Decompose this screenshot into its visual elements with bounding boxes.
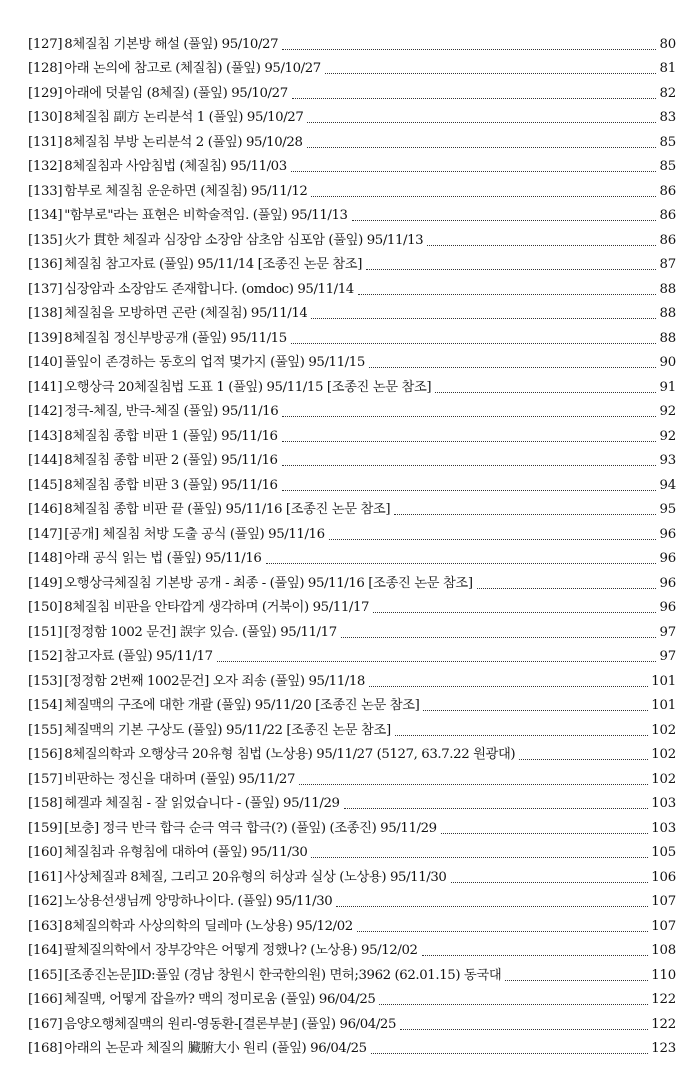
toc-entry <box>28 764 676 789</box>
dot-leader <box>477 587 657 589</box>
dot-leader <box>435 391 656 393</box>
entry-title: 火가 貫한 체질과 심장암 소장암 삼초암 심포암 (풀잎) 95/11/13 <box>64 232 424 248</box>
entry-title: 심장암과 소장암도 존재합니다. (omdoc) 95/11/14 <box>64 281 354 297</box>
entry-title: 오행상극 20체질침법 도표 1 (풀잎) 95/11/15 [조종진 논문 참조] <box>64 379 432 395</box>
entry-page-number: 94 <box>659 477 676 493</box>
entry-page-number: 96 <box>659 600 676 615</box>
entry-page-number: 110 <box>651 967 676 983</box>
entry-number: [144] <box>28 453 63 468</box>
entry-title: 음양오행체질맥의 원리-영동환-[결론부분] (풀잎) 96/04/25 <box>64 1016 397 1032</box>
entry-title: "함부로"라는 표현은 비학술적임. (풀잎) 95/11/13 <box>64 208 348 223</box>
entry-title: 8체질의학과 오행상극 20유형 침법 (노상용) 95/11/27 (5127, 63.7.22 원광대) <box>64 747 516 762</box>
entry-title: [공개] 체질침 처방 도출 공식 (풀잎) 95/11/16 <box>64 526 325 542</box>
entry-number: [161] <box>28 869 63 885</box>
entry-number: [133] <box>28 183 63 199</box>
dot-leader <box>394 513 656 515</box>
entry-page-number: 80 <box>659 36 676 52</box>
entry-page-number: 102 <box>651 747 676 762</box>
entry-page-number: 101 <box>651 698 676 713</box>
entry-title: 8체질의학과 사상의학의 딜레마 (노상용) 95/12/02 <box>64 918 353 934</box>
entry-number: [153] <box>28 673 63 689</box>
entry-page-number: 92 <box>659 404 676 419</box>
dot-leader <box>311 195 656 197</box>
entry-page-number: 107 <box>651 894 676 909</box>
entry-number: [130] <box>28 110 63 125</box>
dot-leader <box>505 979 648 981</box>
entry-title: [보충] 정극 반극 합극 순극 역극 합극(?) (풀잎) (조종진) 95/11/29 <box>64 820 437 836</box>
toc-entry <box>28 470 676 495</box>
dot-leader <box>395 734 648 736</box>
entry-page-number: 81 <box>659 61 676 76</box>
toc-entry <box>28 911 676 936</box>
entry-title: 체질맥의 기본 구상도 (풀잎) 95/11/22 [조종진 논문 참조] <box>64 722 391 738</box>
toc-entry <box>28 103 676 128</box>
toc-entry <box>28 29 676 54</box>
entry-title: 참고자료 (풀잎) 95/11/17 <box>64 649 213 664</box>
dot-leader <box>358 293 657 295</box>
entry-number: [164] <box>28 943 63 958</box>
entry-number: [156] <box>28 747 63 762</box>
entry-title: [정정함 1002 문건] 誤字 있슴. (풀잎) 95/11/17 <box>64 624 337 640</box>
entry-number: [146] <box>28 502 63 517</box>
entry-page-number: 88 <box>659 306 676 321</box>
entry-number: [155] <box>28 722 63 738</box>
entry-title: 아래에 덧붙임 (8체질) (풀잎) 95/10/27 <box>64 85 288 101</box>
entry-number: [159] <box>28 820 63 836</box>
dot-leader <box>299 783 648 785</box>
dot-leader <box>422 954 649 956</box>
toc-entry <box>28 960 676 985</box>
dot-leader <box>217 660 657 662</box>
entry-title: 8체질침과 사암침법 (체질침) 95/11/03 <box>64 159 287 174</box>
dot-leader <box>282 440 657 442</box>
dot-leader <box>451 881 649 883</box>
entry-title: 오행상극체질침 기본방 공개 - 최종 - (풀잎) 95/11/16 [조종진 논문 참조] <box>64 575 473 591</box>
dot-leader <box>427 244 656 246</box>
toc-entry <box>28 715 676 740</box>
entry-page-number: 107 <box>651 918 676 934</box>
dot-leader <box>325 72 657 74</box>
toc-entry <box>28 348 676 373</box>
entry-number: [152] <box>28 649 63 664</box>
dot-leader <box>282 48 656 50</box>
entry-number: [134] <box>28 208 63 223</box>
toc-entry <box>28 985 676 1010</box>
entry-page-number: 96 <box>659 526 676 542</box>
entry-page-number: 105 <box>651 845 676 860</box>
entry-title: 8체질침 副方 논리분석 1 (풀잎) 95/10/27 <box>64 110 304 125</box>
entry-title: 팔체질의학에서 장부강약은 어떻게 정했나? (노상용) 95/12/02 <box>64 943 418 958</box>
toc-entry <box>28 397 676 422</box>
entry-number: [129] <box>28 85 63 101</box>
entry-title: 풀잎이 존경하는 동호의 업적 몇가지 (풀잎) 95/11/15 <box>64 355 365 370</box>
toc-entry <box>28 887 676 912</box>
toc-entry <box>28 372 676 397</box>
entry-page-number: 82 <box>659 85 676 101</box>
entry-title: 체질맥, 어떻게 잡을까? 맥의 정미로움 (풀잎) 96/04/25 <box>64 992 376 1007</box>
table-of-contents <box>28 29 676 1058</box>
dot-leader <box>352 219 657 221</box>
toc-entry <box>28 691 676 716</box>
dot-leader <box>371 1052 649 1054</box>
dot-leader <box>329 538 657 540</box>
dot-leader <box>282 415 656 417</box>
entry-number: [136] <box>28 257 63 272</box>
toc-entry <box>28 813 676 838</box>
entry-page-number: 122 <box>651 1016 676 1032</box>
toc-entry <box>28 495 676 520</box>
entry-number: [168] <box>28 1041 63 1056</box>
dot-leader <box>400 1028 648 1030</box>
entry-page-number: 123 <box>651 1041 676 1056</box>
toc-entry <box>28 740 676 765</box>
dot-leader <box>291 342 657 344</box>
entry-number: [143] <box>28 428 63 444</box>
toc-entry <box>28 54 676 79</box>
entry-page-number: 95 <box>659 502 676 517</box>
entry-title: 8체질침 기본방 해설 (풀잎) 95/10/27 <box>64 36 279 52</box>
toc-entry <box>28 789 676 814</box>
entry-number: [160] <box>28 845 63 860</box>
entry-title: 헤겔과 체질침 - 잘 읽었습니다 - (풀잎) 95/11/29 <box>64 796 340 811</box>
toc-entry <box>28 936 676 961</box>
dot-leader <box>291 170 657 172</box>
toc-entry <box>28 78 676 103</box>
entry-page-number: 86 <box>659 232 676 248</box>
entry-number: [131] <box>28 134 63 150</box>
entry-page-number: 106 <box>651 869 676 885</box>
entry-page-number: 86 <box>659 183 676 199</box>
entry-number: [162] <box>28 894 63 909</box>
dot-leader <box>336 905 648 907</box>
dot-leader <box>379 1003 648 1005</box>
entry-page-number: 97 <box>659 624 676 640</box>
entry-title: 체질침과 유형침에 대하여 (풀잎) 95/11/30 <box>64 845 308 860</box>
entry-number: [151] <box>28 624 63 640</box>
entry-number: [166] <box>28 992 63 1007</box>
entry-page-number: 122 <box>651 992 676 1007</box>
entry-number: [145] <box>28 477 63 493</box>
dot-leader <box>369 366 657 368</box>
toc-entry <box>28 274 676 299</box>
dot-leader <box>307 121 656 123</box>
entry-title: 아래 논의에 참고로 (체질침) (풀잎) 95/10/27 <box>64 61 321 76</box>
entry-number: [138] <box>28 306 63 321</box>
toc-entry <box>28 544 676 569</box>
entry-page-number: 103 <box>651 820 676 836</box>
dot-leader <box>307 146 657 148</box>
entry-title: 8체질침 종합 비판 끝 (풀잎) 95/11/16 [조종진 논문 참조] <box>64 502 391 517</box>
toc-entry <box>28 201 676 226</box>
entry-title: 체질침을 모방하면 곤란 (체질침) 95/11/14 <box>64 306 308 321</box>
entry-page-number: 85 <box>659 134 676 150</box>
dot-leader <box>519 758 648 760</box>
entry-page-number: 86 <box>659 208 676 223</box>
entry-title: 체질맥의 구조에 대한 개괄 (풀잎) 95/11/20 [조종진 논문 참조] <box>64 698 420 713</box>
entry-title: 8체질침 종합 비판 1 (풀잎) 95/11/16 <box>64 428 278 444</box>
entry-number: [147] <box>28 526 63 542</box>
entry-title: 사상체질과 8체질, 그리고 20유형의 허상과 실상 (노상용) 95/11/30 <box>64 869 447 885</box>
entry-title: 8체질침 부방 논리분석 2 (풀잎) 95/10/28 <box>64 134 303 150</box>
entry-page-number: 91 <box>659 379 676 395</box>
toc-entry <box>28 176 676 201</box>
dot-leader <box>441 832 649 834</box>
entry-number: [158] <box>28 796 63 811</box>
entry-number: [135] <box>28 232 63 248</box>
dot-leader <box>373 611 656 613</box>
entry-page-number: 87 <box>659 257 676 272</box>
entry-page-number: 102 <box>651 722 676 738</box>
toc-entry <box>28 323 676 348</box>
toc-entry <box>28 568 676 593</box>
dot-leader <box>344 807 649 809</box>
entry-page-number: 83 <box>659 110 676 125</box>
dot-leader <box>341 636 657 638</box>
toc-entry <box>28 666 676 691</box>
dot-leader <box>311 856 648 858</box>
entry-number: [148] <box>28 551 63 566</box>
entry-title: [정정함 2번째 1002문건] 오자 죄송 (풀잎) 95/11/18 <box>64 673 365 689</box>
toc-entry <box>28 421 676 446</box>
entry-page-number: 103 <box>651 796 676 811</box>
entry-page-number: 85 <box>659 159 676 174</box>
entry-page-number: 92 <box>659 428 676 444</box>
entry-number: [137] <box>28 281 63 297</box>
entry-number: [167] <box>28 1016 63 1032</box>
entry-number: [149] <box>28 575 63 591</box>
entry-number: [154] <box>28 698 63 713</box>
toc-entry <box>28 862 676 887</box>
dot-leader <box>423 709 648 711</box>
toc-entry <box>28 250 676 275</box>
entry-title: 함부로 체질침 운운하면 (체질침) 95/11/12 <box>64 183 308 199</box>
entry-page-number: 90 <box>659 355 676 370</box>
entry-title: 8체질침 종합 비판 2 (풀잎) 95/11/16 <box>64 453 278 468</box>
toc-entry <box>28 617 676 642</box>
entry-page-number: 88 <box>659 281 676 297</box>
entry-title: 8체질침 정신부방공개 (풀잎) 95/11/15 <box>64 330 287 346</box>
entry-number: [163] <box>28 918 63 934</box>
entry-number: [157] <box>28 771 63 787</box>
dot-leader <box>311 317 656 319</box>
dot-leader <box>282 464 657 466</box>
toc-entry <box>28 299 676 324</box>
entry-title: 8체질침 비판을 안타깝게 생각하며 (거북이) 95/11/17 <box>64 600 370 615</box>
dot-leader <box>357 930 648 932</box>
entry-number: [127] <box>28 36 63 52</box>
entry-page-number: 93 <box>659 453 676 468</box>
toc-entry <box>28 642 676 667</box>
entry-page-number: 88 <box>659 330 676 346</box>
dot-leader <box>369 685 648 687</box>
dot-leader <box>282 489 657 491</box>
entry-page-number: 102 <box>651 771 676 787</box>
entry-title: 체질침 참고자료 (풀잎) 95/11/14 [조종진 논문 참조] <box>64 257 363 272</box>
toc-entry <box>28 152 676 177</box>
entry-title: 아래의 논문과 체질의 臟腑大小 원리 (풀잎) 96/04/25 <box>64 1041 367 1056</box>
toc-entry <box>28 519 676 544</box>
entry-number: [140] <box>28 355 63 370</box>
entry-page-number: 96 <box>659 551 676 566</box>
entry-title: 아래 공식 읽는 법 (풀잎) 95/11/16 <box>64 551 262 566</box>
entry-title: 비판하는 정신을 대하며 (풀잎) 95/11/27 <box>64 771 296 787</box>
toc-entry <box>28 1009 676 1034</box>
entry-number: [165] <box>28 967 63 983</box>
entry-page-number: 108 <box>651 943 676 958</box>
toc-entry <box>28 127 676 152</box>
toc-entry <box>28 1034 676 1059</box>
dot-leader <box>266 562 657 564</box>
entry-number: [150] <box>28 600 63 615</box>
entry-title: 노상용선생님께 앙망하나이다. (풀잎) 95/11/30 <box>64 894 333 909</box>
entry-page-number: 96 <box>659 575 676 591</box>
entry-number: [139] <box>28 330 63 346</box>
dot-leader <box>292 97 657 99</box>
entry-number: [132] <box>28 159 63 174</box>
toc-entry <box>28 593 676 618</box>
entry-title: [조종진논문]ID:풀잎 (경남 창원시 한국한의원) 면허;3962 (62.01.15) 동국대 <box>64 967 502 983</box>
entry-page-number: 97 <box>659 649 676 664</box>
entry-number: [141] <box>28 379 63 395</box>
entry-page-number: 101 <box>651 673 676 689</box>
toc-entry <box>28 838 676 863</box>
entry-title: 정극-체질, 반극-체질 (풀잎) 95/11/16 <box>64 404 279 419</box>
entry-number: [142] <box>28 404 63 419</box>
entry-title: 8체질침 종합 비판 3 (풀잎) 95/11/16 <box>64 477 278 493</box>
toc-entry <box>28 225 676 250</box>
entry-number: [128] <box>28 61 63 76</box>
toc-entry <box>28 446 676 471</box>
dot-leader <box>366 268 656 270</box>
